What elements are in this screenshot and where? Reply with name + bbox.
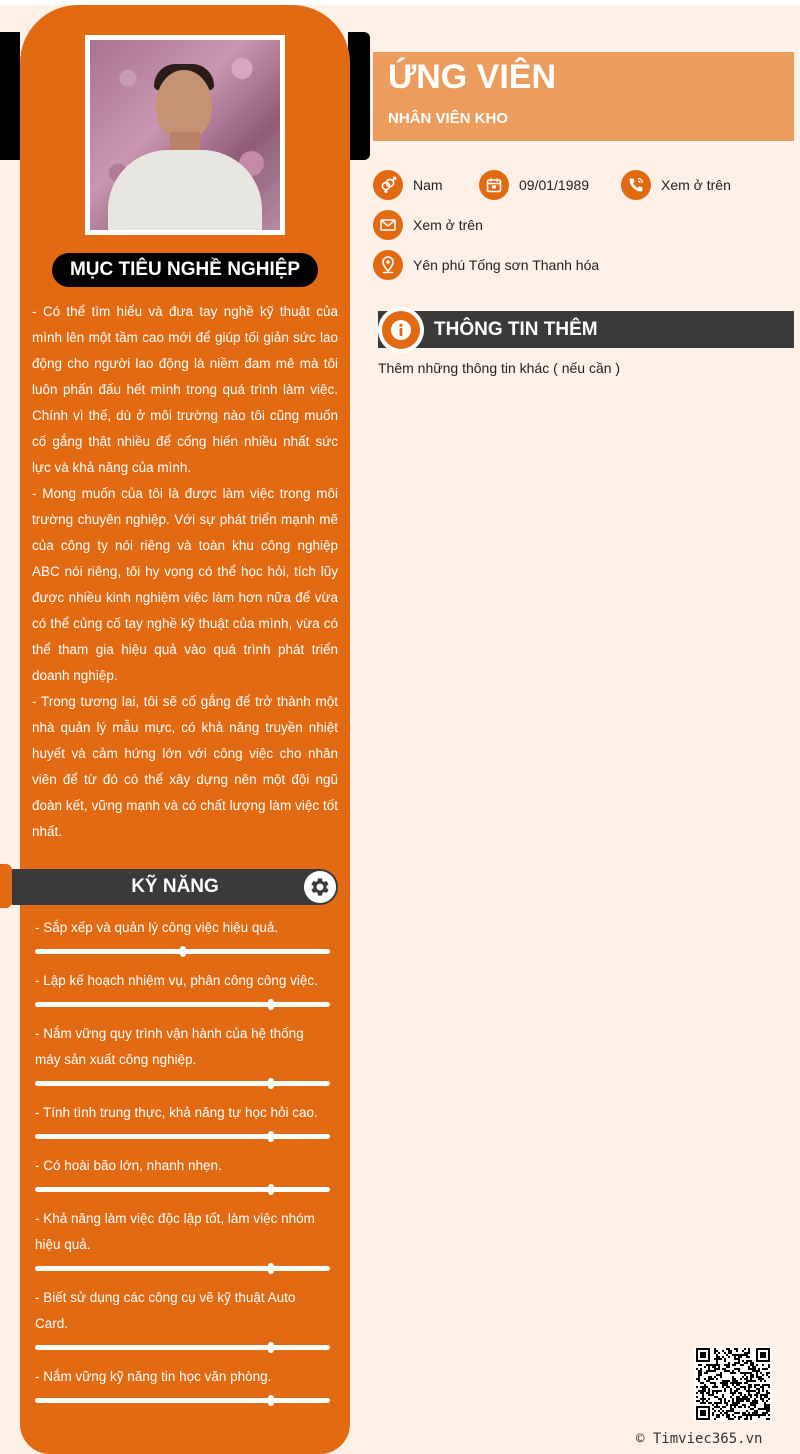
qr-code xyxy=(694,1346,772,1422)
skill-bar xyxy=(35,1345,330,1350)
objective-paragraph: - Mong muốn của tôi là được làm việc trong môi trường chuyên nghiệp. Với sự phát triển mạnh mẽ của công ty nói riêng và toàn khu công nghiệp ABC nói riêng, tôi hy vọng có thể học hỏi, tích lũy được nhiều kinh nghiệm việc làm hơn nữa để vừa có thể củng cố tay nghề kỹ thuật của mình, vừa có thể tham gia hiệu quả vào quá trình phát triển doanh nghiệp. xyxy=(32,486,338,683)
candidate-name: ỨNG VIÊN xyxy=(388,58,557,96)
name-header xyxy=(373,52,794,141)
skill-knob xyxy=(268,1395,274,1406)
skills-list xyxy=(35,915,330,1417)
gender-value: Nam xyxy=(413,177,443,193)
phone-icon xyxy=(621,170,651,200)
skill-item xyxy=(35,1100,330,1139)
email-value: Xem ở trên xyxy=(413,217,483,233)
birthday-row xyxy=(479,170,589,200)
skill-item xyxy=(35,1285,330,1350)
footer-watermark: © Timviec365.vn xyxy=(636,1431,763,1447)
avatar-frame xyxy=(85,35,285,235)
address-row xyxy=(373,250,599,280)
birthday-value: 09/01/1989 xyxy=(519,177,590,193)
skill-label: - Nắm vững kỹ năng tin học văn phòng. xyxy=(35,1369,272,1384)
skill-item xyxy=(35,1364,330,1403)
skill-knob xyxy=(268,1342,274,1353)
skill-item xyxy=(35,915,330,954)
skill-knob xyxy=(180,946,186,957)
skill-bar xyxy=(35,1134,330,1139)
skill-label: - Sắp xếp và quản lý công việc hiệu quả. xyxy=(35,920,279,935)
skill-item xyxy=(35,1206,330,1271)
phone-value: Xem ở trên xyxy=(661,177,731,193)
objective-title: MỤC TIÊU NGHỀ NGHIỆP xyxy=(52,253,318,287)
objective-text xyxy=(32,299,338,845)
skill-label: - Tính tình trung thực, khả năng tự học hỏi cao. xyxy=(35,1105,318,1120)
skill-label: - Khả năng làm việc độc lập tốt, làm việc nhóm hiệu quả. xyxy=(35,1211,315,1252)
skill-bar xyxy=(35,949,330,954)
email-row xyxy=(373,210,483,240)
phone-row xyxy=(621,170,731,200)
skill-label: - Nắm vững quy trình vận hành của hệ thống máy sản xuất công nghiệp. xyxy=(35,1026,304,1067)
skill-item xyxy=(35,1021,330,1086)
job-title: NHÂN VIÊN KHO xyxy=(388,110,509,127)
skill-knob xyxy=(268,1263,274,1274)
skill-label: - Lập kế hoạch nhiệm vụ, phân công công việc. xyxy=(35,973,318,988)
objective-paragraph: - Có thể tìm hiểu và đưa tay nghề kỹ thuật của mình lên một tầm cao mới để giúp tối giản sức lao động cho người lao động là niềm đam mê mà tôi luôn phấn đấu hết mình trong quá trình làm việc. Chính vì thế, dù ở môi trường nào tôi cũng muốn cố gắng thật nhiều để cống hiến nhiều nhất sức lực và khả năng của mình. xyxy=(32,304,338,475)
skill-label: - Có hoài bão lớn, nhanh nhẹn. xyxy=(35,1158,222,1173)
avatar xyxy=(90,40,280,230)
calendar-icon xyxy=(479,170,509,200)
sidebar xyxy=(20,5,350,1454)
skill-bar xyxy=(35,1002,330,1007)
skill-knob xyxy=(268,999,274,1010)
gender-row xyxy=(373,170,443,200)
skill-bar xyxy=(35,1266,330,1271)
skill-bar xyxy=(35,1398,330,1403)
skill-item xyxy=(35,1153,330,1192)
gender-icon xyxy=(373,170,403,200)
skills-title: KỸ NĂNG xyxy=(131,876,219,897)
skill-knob xyxy=(268,1078,274,1089)
address-value: Yên phú Tống sơn Thanh hóa xyxy=(413,257,600,273)
skill-knob xyxy=(268,1184,274,1195)
skill-bar xyxy=(35,1187,330,1192)
mail-icon xyxy=(373,210,403,240)
more-info-title: THÔNG TIN THÊM xyxy=(434,319,598,340)
skill-item xyxy=(35,968,330,1007)
skills-header xyxy=(12,869,338,905)
skill-bar xyxy=(35,1081,330,1086)
location-pin-icon xyxy=(373,250,403,280)
info-icon xyxy=(378,307,424,353)
skill-knob xyxy=(268,1131,274,1142)
objective-paragraph: - Trong tương lai, tôi sẽ cố gắng để trở thành một nhà quản lý mẫu mực, có khả năng truyền nhiệt huyết và cảm hứng lớn với công việc cho nhân viên để từ đó có thể xây dựng nên một đội ngũ đoàn kết, vững mạnh và có chất lượng làm việc tốt nhất. xyxy=(32,694,338,839)
decor-block-right xyxy=(348,32,370,160)
more-info-text: Thêm những thông tin khác ( nếu cần ) xyxy=(378,360,621,376)
gear-icon xyxy=(304,871,336,903)
skills-tab-decor xyxy=(0,864,12,908)
skill-label: - Biết sử dụng các công cụ vẽ kỹ thuật Auto Card. xyxy=(35,1290,296,1331)
decor-block-left xyxy=(0,32,20,160)
